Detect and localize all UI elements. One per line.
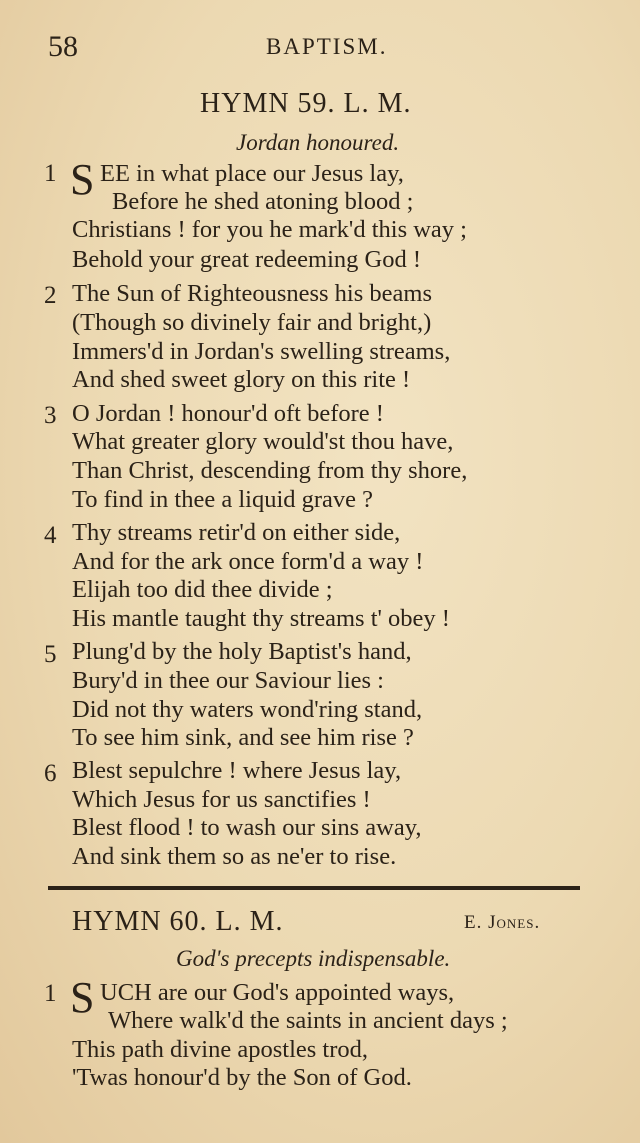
- stanza-number: 2: [44, 282, 57, 309]
- verse-line: Bury'd in thee our Saviour lies :: [72, 667, 384, 694]
- drop-cap: S: [70, 155, 95, 204]
- verse-line: What greater glory would'st thou have,: [72, 428, 454, 455]
- verse-line: The Sun of Righteousness his beams: [72, 280, 432, 307]
- verse-line: Than Christ, descending from thy shore,: [72, 457, 468, 484]
- verse-line: And sink them so as ne'er to rise.: [72, 843, 397, 870]
- running-head: BAPTISM.: [266, 34, 388, 59]
- verse-line: 'Twas honour'd by the Son of God.: [72, 1064, 412, 1091]
- page-number: 58: [48, 30, 78, 63]
- stanza-number: 6: [44, 760, 57, 787]
- verse-line: This path divine apostles trod,: [72, 1036, 368, 1063]
- verse-line: And for the ark once form'd a way !: [72, 548, 424, 575]
- verse-line: Behold your great redeeming God !: [72, 246, 422, 273]
- hymn-60-subtitle: God's precepts indispensable.: [176, 946, 451, 971]
- verse-line: His mantle taught thy streams t' obey !: [72, 605, 450, 632]
- verse-line: (Though so divinely fair and bright,): [72, 309, 432, 336]
- stanza-number: 1: [44, 980, 57, 1007]
- hymn-59-title: HYMN 59. L. M.: [200, 88, 412, 119]
- verse-line: Christians ! for you he mark'd this way ;: [72, 216, 467, 243]
- verse-line: Did not thy waters wond'ring stand,: [72, 696, 423, 723]
- section-divider: [48, 886, 580, 890]
- verse-line: Before he shed atoning blood ;: [112, 188, 414, 215]
- verse-line: Elijah too did thee divide ;: [72, 576, 333, 603]
- verse-line: Where walk'd the saints in ancient days ;: [108, 1007, 508, 1034]
- verse-line: UCH are our God's appointed ways,: [100, 979, 455, 1006]
- verse-line: Immers'd in Jordan's swelling streams,: [72, 338, 451, 365]
- verse-line: Which Jesus for us sanctifies !: [72, 786, 371, 813]
- drop-cap: S: [70, 973, 95, 1022]
- stanza-number: 5: [44, 641, 57, 668]
- hymn-60-title: HYMN 60. L. M.: [72, 906, 284, 937]
- stanza-number: 1: [44, 160, 57, 187]
- verse-line: And shed sweet glory on this rite !: [72, 366, 411, 393]
- verse-line: To see him sink, and see him rise ?: [72, 724, 414, 751]
- hymn-60-author: E. Jones.: [464, 912, 541, 933]
- verse-line: O Jordan ! honour'd oft before !: [72, 400, 384, 427]
- verse-line: Thy streams retir'd on either side,: [72, 519, 401, 546]
- verse-line: To find in thee a liquid grave ?: [72, 486, 374, 513]
- stanza-number: 3: [44, 402, 57, 429]
- verse-line: Plung'd by the holy Baptist's hand,: [72, 638, 412, 665]
- hymn-59-subtitle: Jordan honoured.: [236, 130, 400, 155]
- stanza-number: 4: [44, 522, 57, 549]
- verse-line: Blest sepulchre ! where Jesus lay,: [72, 757, 402, 784]
- verse-line: EE in what place our Jesus lay,: [100, 160, 404, 187]
- verse-line: Blest flood ! to wash our sins away,: [72, 814, 422, 841]
